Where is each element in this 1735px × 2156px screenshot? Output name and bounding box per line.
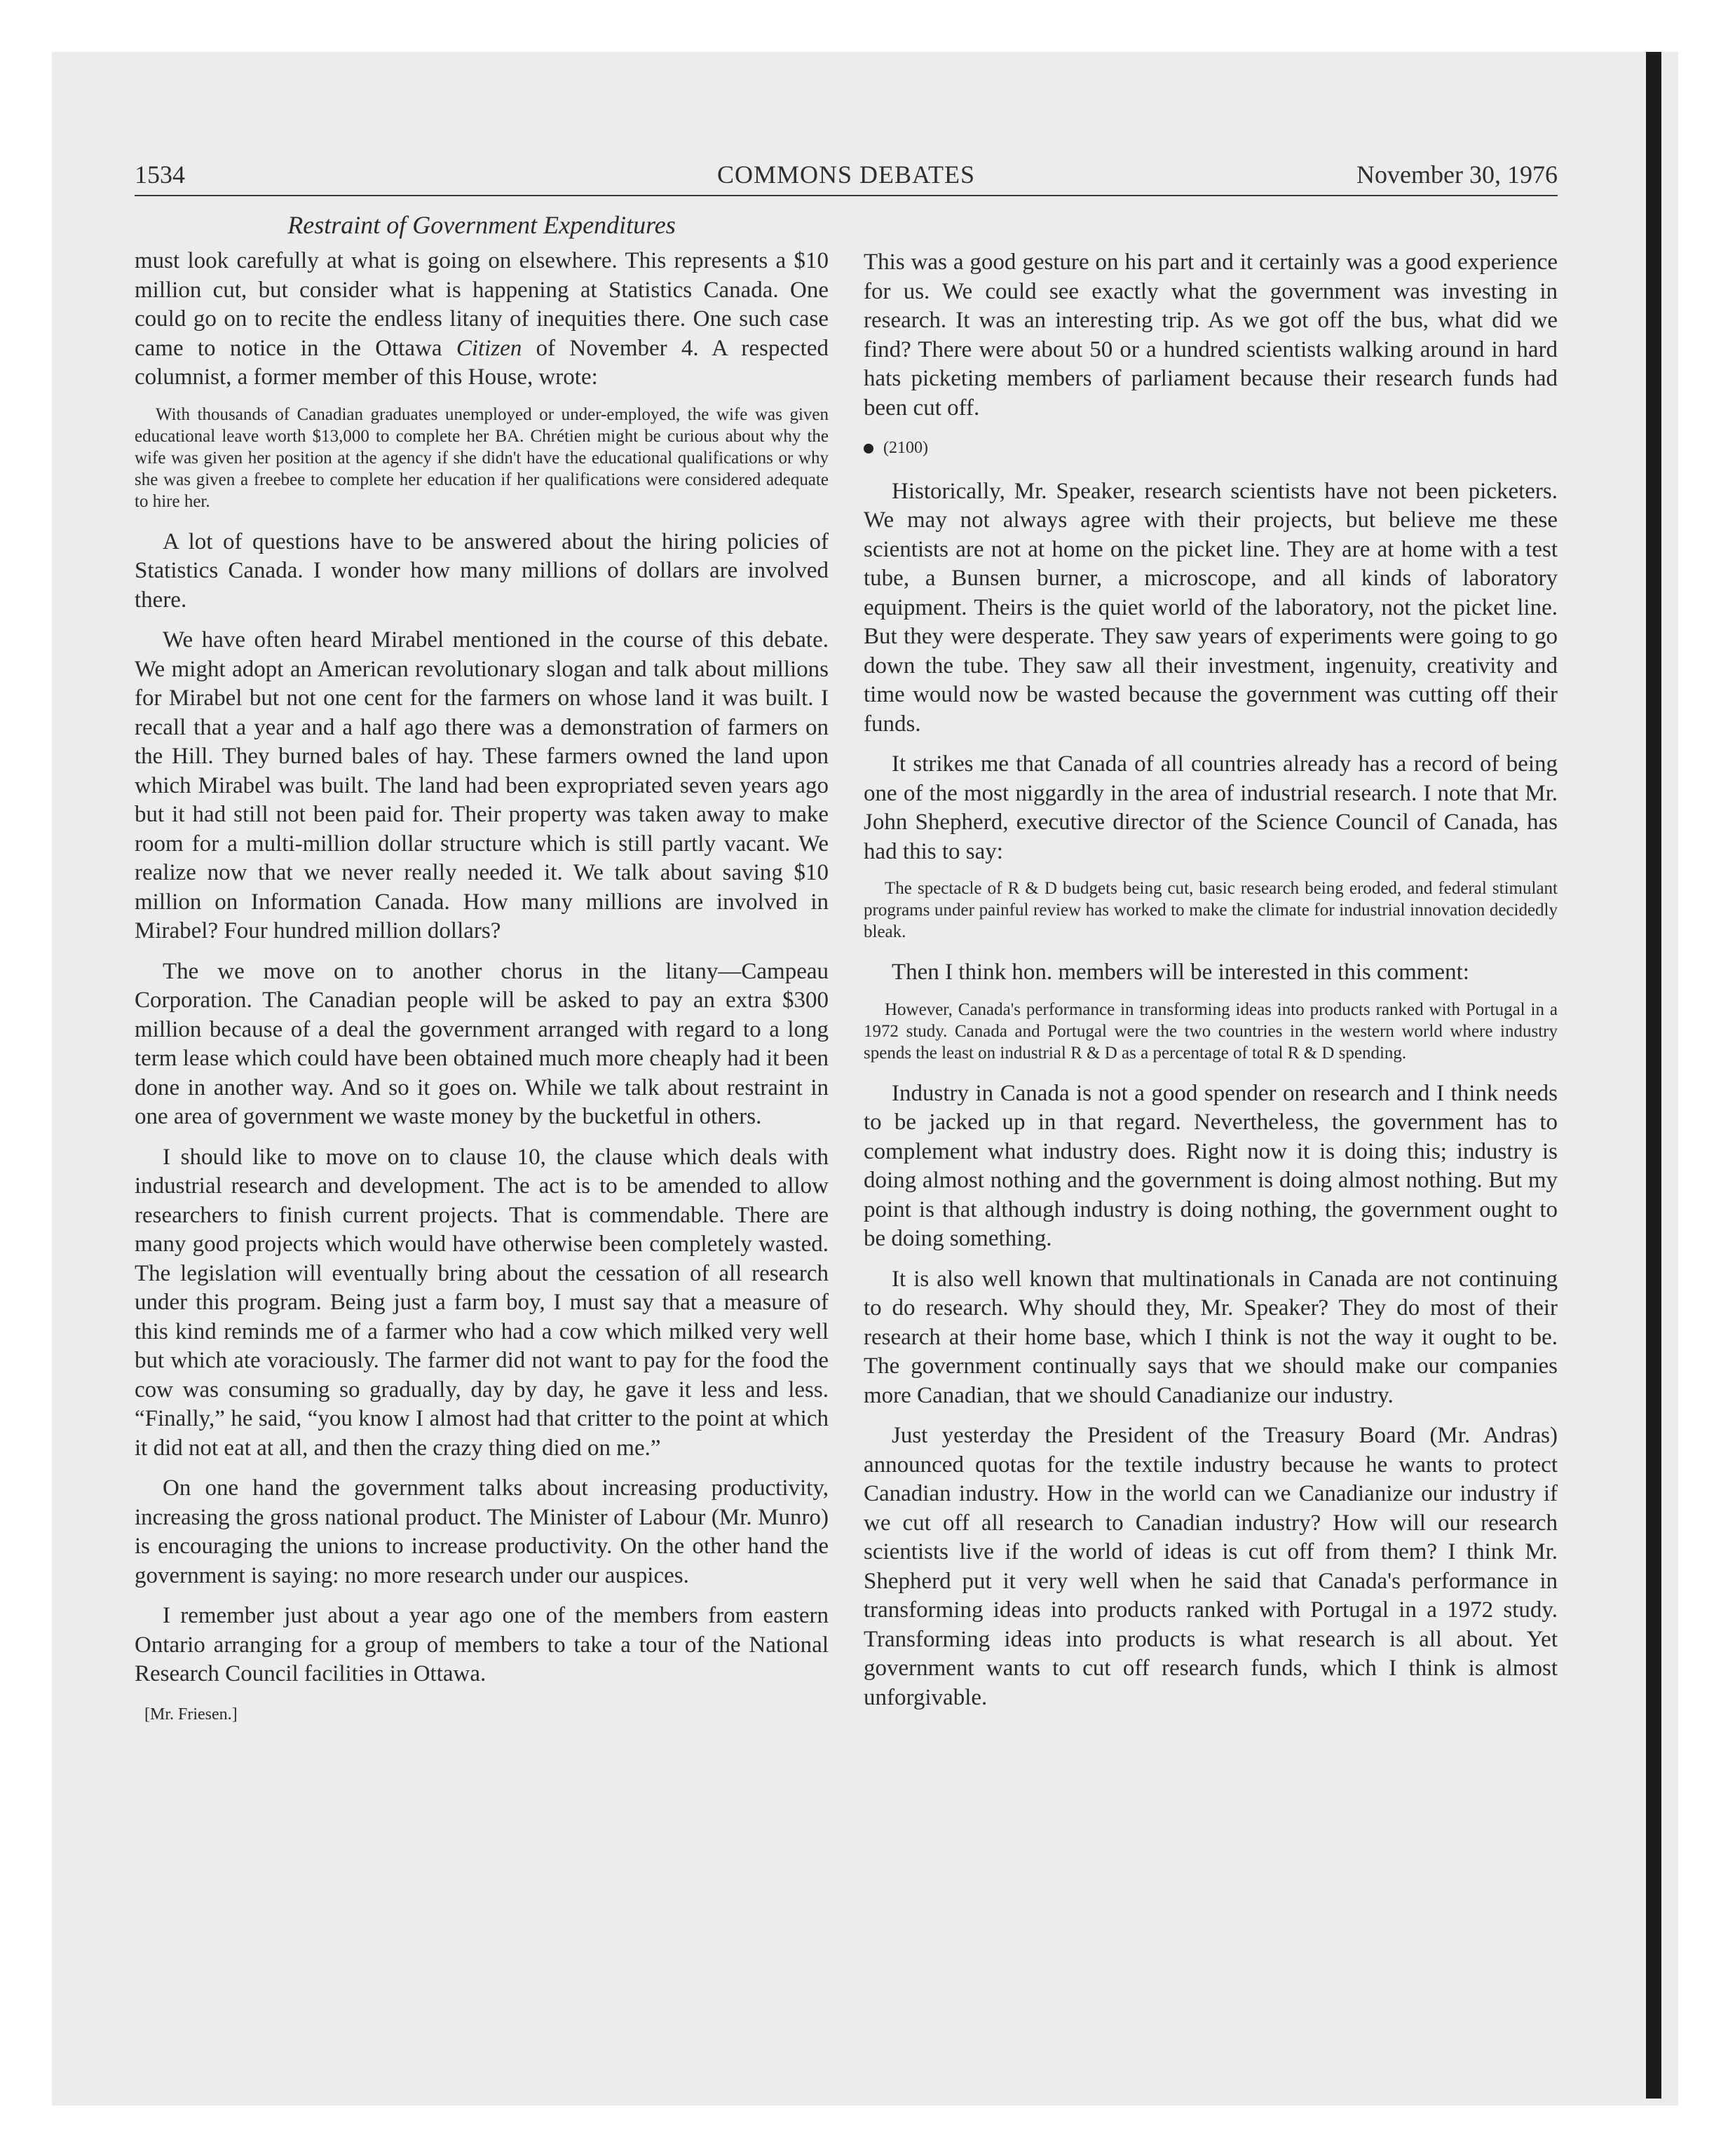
timestamp-text: (2100): [883, 439, 928, 457]
page-header: [135, 160, 1558, 198]
timestamp: [864, 434, 1558, 463]
paragraph: This was a good gesture on his part and it certainly was a good experience for us. We could see exactly what the government was investing in research. It was an interesting trip. As we got off the bus, what did we find? There were about 50 or a hundred scientists walking around in hard hats picketing members of parliament because their research funds had been cut off.: [864, 250, 1558, 421]
paragraph-text: must look carefully at what is going on elsewhere. This represents a $10 million cut, but consider what is happening at Statistics Canada. One could go on to recite the endless litany of inequities there. One such case came to notice in the Ottawa: [135, 248, 829, 361]
paragraph: On one hand the government talks about increasing productivity, increasing the gross national product. The Minister of Labour (Mr. Munro) is encouraging the unions to increase productivity. On the other hand the government is saying: no more research under our auspices.: [135, 1475, 829, 1588]
page-number: 1534: [135, 161, 185, 189]
bullet-icon: [864, 444, 873, 453]
paragraph: We have often heard Mirabel mentioned in the course of this debate. We might adopt an American revolutionary slogan and talk about millions for Mirabel but not one cent for the farmers on whose land it was built. I recall that a year and a half ago there was a demonstration of farmers on the Hill. They burned bales of hay. These farmers owned the land upon which Mirabel was built. The land had been expropriated seven years ago but it had still not been paid for. Their property was taken away to make room for a multi-million dollar structure which is still partly vacant. We realize now that we never really needed it. We talk about saving $10 million on Information Canada. How many millions are involved in Mirabel? Four hundred million dollars?: [135, 627, 829, 943]
paragraph: Historically, Mr. Speaker, research scientists have not been picketers. We may not always agree with their projects, but believe me these scientists are not at home on the picket line. They are at home with a test tube, a Bunsen burner, a microscope, and all kinds of laboratory equipment. Theirs is the quiet world of the laboratory, not the picket line. But they were desperate. They saw years of experiments were going to go down the tube. They saw all their investment, ingenuity, creativity and time would now be wasted because the government was cutting off their funds.: [864, 478, 1558, 737]
block-quote: With thousands of Canadian graduates unemployed or under-employed, the wife was given educational leave worth $13,000 to complete her BA. Chrétien might be curious about why the wife was given her position at the agency if she didn't have the educational qualifications or why she was given a freebee to complete her education if her qualifications were considered adequate to hire her.: [135, 404, 829, 511]
paragraph: A lot of questions have to be answered about the hiring policies of Statistics Canada. I wonder how many millions of dollars are involved there.: [135, 528, 829, 613]
paragraph: It is also well known that multinationals in Canada are not continuing to do research. Why should they, Mr. Speaker? They do most of their research at their home base, which I think is not the way it ought to be. The government continually says that we should make our companies more Canadian, that we should Canadianize our industry.: [864, 1266, 1558, 1408]
paragraph: Then I think hon. members will be interested in this comment:: [892, 960, 1469, 985]
paragraph: I should like to move on to clause 10, the clause which deals with industrial research and development. The act is to be amended to allow researchers to finish current projects. That is commendable. There are many good projects which would have otherwise been completely wasted. The legislation will eventually bring about the cessation of all research under this program. Being just a farm boy, I must say that a measure of this kind reminds me of a farmer who had a cow which milked very well but which ate voraciously. The farmer did not want to pay for the food the cow was consuming so gradually, day by day, he gave it less and less. “Finally,” he said, “you know I almost had that critter to the point at which it did not eat at all, and then the crazy thing died on me.”: [135, 1144, 829, 1461]
scan-edge-shadow: [1646, 52, 1661, 2099]
left-column: [135, 247, 829, 1729]
block-quote: However, Canada's performance in transforming ideas into products ranked with Portugal in a 1972 study. Canada and Portugal were the two countries in the western world where industry spends the least on industrial R & D as a percentage of total R & D spending.: [864, 999, 1558, 1063]
paragraph: Industry in Canada is not a good spender on research and I think needs to be jacked up in that regard. Nevertheless, the government has to complement what industry does. Right now it is doing this; industry is doing almost nothing and the government is doing almost nothing. But my point is that although industry is doing nothing, the government ought to be doing something.: [864, 1080, 1558, 1251]
paragraph: I remember just about a year ago one of the members from eastern Ontario arranging for a group of members to take a tour of the National Research Council facilities in Ottawa.: [135, 1603, 829, 1686]
publication-date: November 30, 1976: [1356, 161, 1558, 189]
paragraph: The we move on to another chorus in the litany—Campeau Corporation. The Canadian people will be asked to pay an extra $300 million because of a deal the government arranged with regard to a long term lease which could have been obtained much more cheaply had it been done in another way. And so it goes on. While we talk about restraint in one area of government we waste money by the bucketful in others.: [135, 958, 829, 1129]
paragraph: [135, 247, 829, 393]
section-title: Restraint of Government Expenditures: [287, 211, 676, 239]
newspaper-name: Citizen: [456, 335, 522, 361]
block-quote: The spectacle of R & D budgets being cut, basic research being eroded, and federal stimulant programs under painful review has worked to make the climate for industrial innovation decidedly bleak.: [864, 879, 1558, 941]
speaker-attribution: [Mr. Friesen.]: [144, 1705, 238, 1724]
paragraph: It strikes me that Canada of all countries already has a record of being one of the most niggardly in the area of industrial research. I note that Mr. John Shepherd, executive director of the Science Council of Canada, has had this to say:: [864, 751, 1558, 864]
right-column: [864, 248, 1558, 1724]
paragraph-text: of November 4. A respected columnist, a former member of this House, wrote:: [135, 335, 829, 390]
header-rule: [135, 195, 1558, 196]
paragraph: Just yesterday the President of the Treasury Board (Mr. Andras) announced quotas for the textile industry because he wants to protect Canadian industry. How in the world can we Canadianize our industry if we cut off all research to Canadian industry? How will our research scientists live if the world of ideas is cut off from them? I think Mr. Shepherd put it very well when he said that Canada's performance in transforming ideas into products ranked with Portugal in a 1972 study. Transforming ideas into products is what research is all about. Yet government wants to cut off research funds, which I think is almost unforgivable.: [864, 1423, 1558, 1710]
journal-title: COMMONS DEBATES: [716, 161, 976, 189]
